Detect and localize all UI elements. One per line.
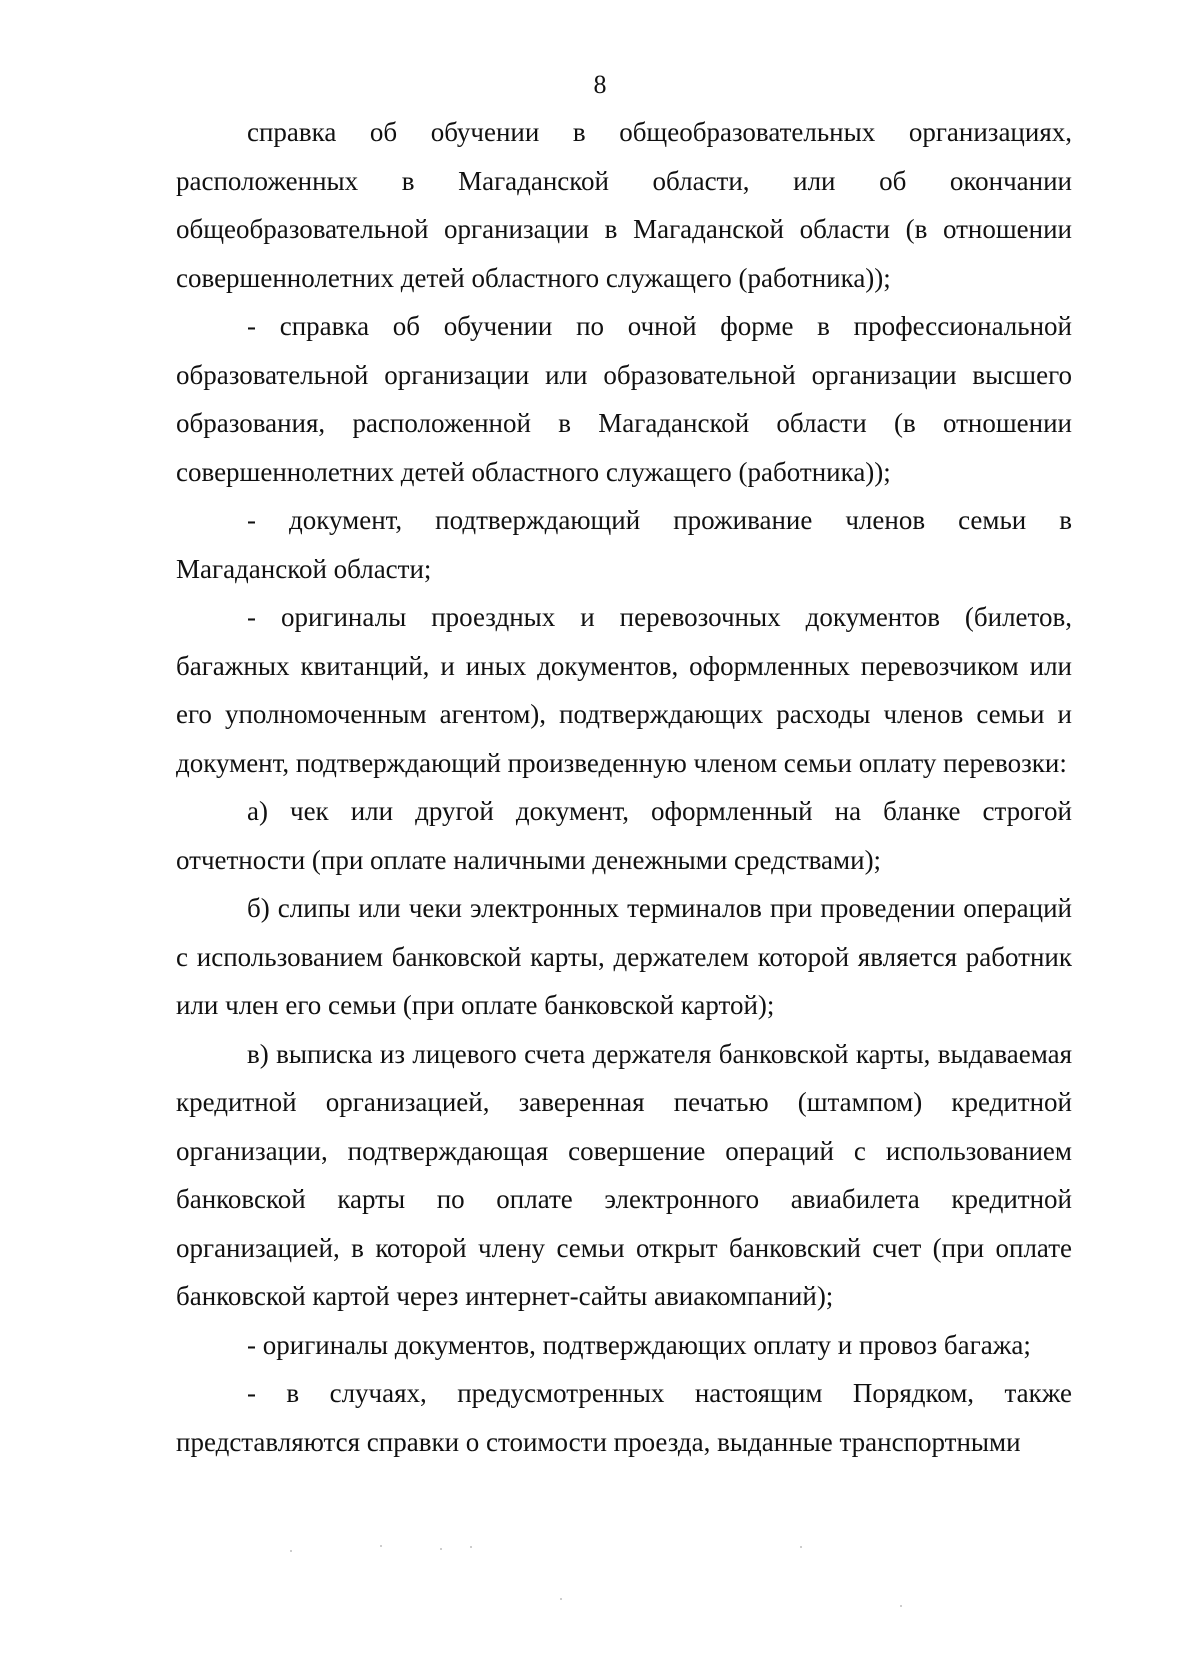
scan-speck bbox=[560, 1598, 562, 1600]
scan-speck bbox=[380, 1545, 382, 1547]
paragraph: - документ, подтверждающий проживание членов семьи в Магаданской области; bbox=[176, 505, 1072, 584]
document-body bbox=[176, 108, 1072, 1466]
paragraph: - оригиналы документов, подтверждающих оплату и провоз багажа; bbox=[247, 1329, 1031, 1360]
paragraph: в) выписка из лицевого счета держателя банковской карты, выдаваемая кредитной организацией, заверенная печатью (штампом) кредитной организации, подтверждающая совершение операций с использованием банковской карты по оплате электронного авиабилета кредитной организацией, в которой члену семьи открыт банковский счет (при оплате банковской картой через интернет-сайты авиакомпаний); bbox=[176, 1038, 1072, 1311]
scan-speck bbox=[290, 1550, 292, 1552]
page-number: 8 bbox=[593, 70, 607, 99]
scan-speck bbox=[440, 1548, 442, 1550]
paragraph: - оригиналы проездных и перевозочных документов (билетов, багажных квитанций, и иных документов, оформленных перевозчиком или его уполномоченным агентом), подтверждающих расходы членов семьи и документ, подтверждающий произведенную членом семьи оплату перевозки: bbox=[176, 602, 1072, 778]
paragraph: б) слипы или чеки электронных терминалов при проведении операций с использованием банковской карты, держателем которой является работник или член его семьи (при оплате банковской картой); bbox=[176, 893, 1072, 1020]
scan-speck bbox=[800, 1546, 802, 1548]
paragraph: а) чек или другой документ, оформленный на бланке строгой отчетности (при оплате наличными денежными средствами); bbox=[176, 796, 1072, 875]
scan-speck bbox=[900, 1605, 902, 1607]
paragraph: - справка об обучении по очной форме в профессиональной образовательной организации или образовательной организации высшего образования, расположенной в Магаданской области (в отношении совершеннолетних детей областного служащего (работника)); bbox=[176, 311, 1072, 487]
scan-speck bbox=[470, 1546, 472, 1548]
paragraph: - в случаях, предусмотренных настоящим Порядком, также представляются справки о стоимости проезда, выданные транспортными bbox=[176, 1378, 1072, 1457]
paragraph: справка об обучении в общеобразовательных организациях, расположенных в Магаданской области, или об окончании общеобразовательной организации в Магаданской области (в отношении совершеннолетних детей областного служащего (работника)); bbox=[176, 117, 1072, 293]
